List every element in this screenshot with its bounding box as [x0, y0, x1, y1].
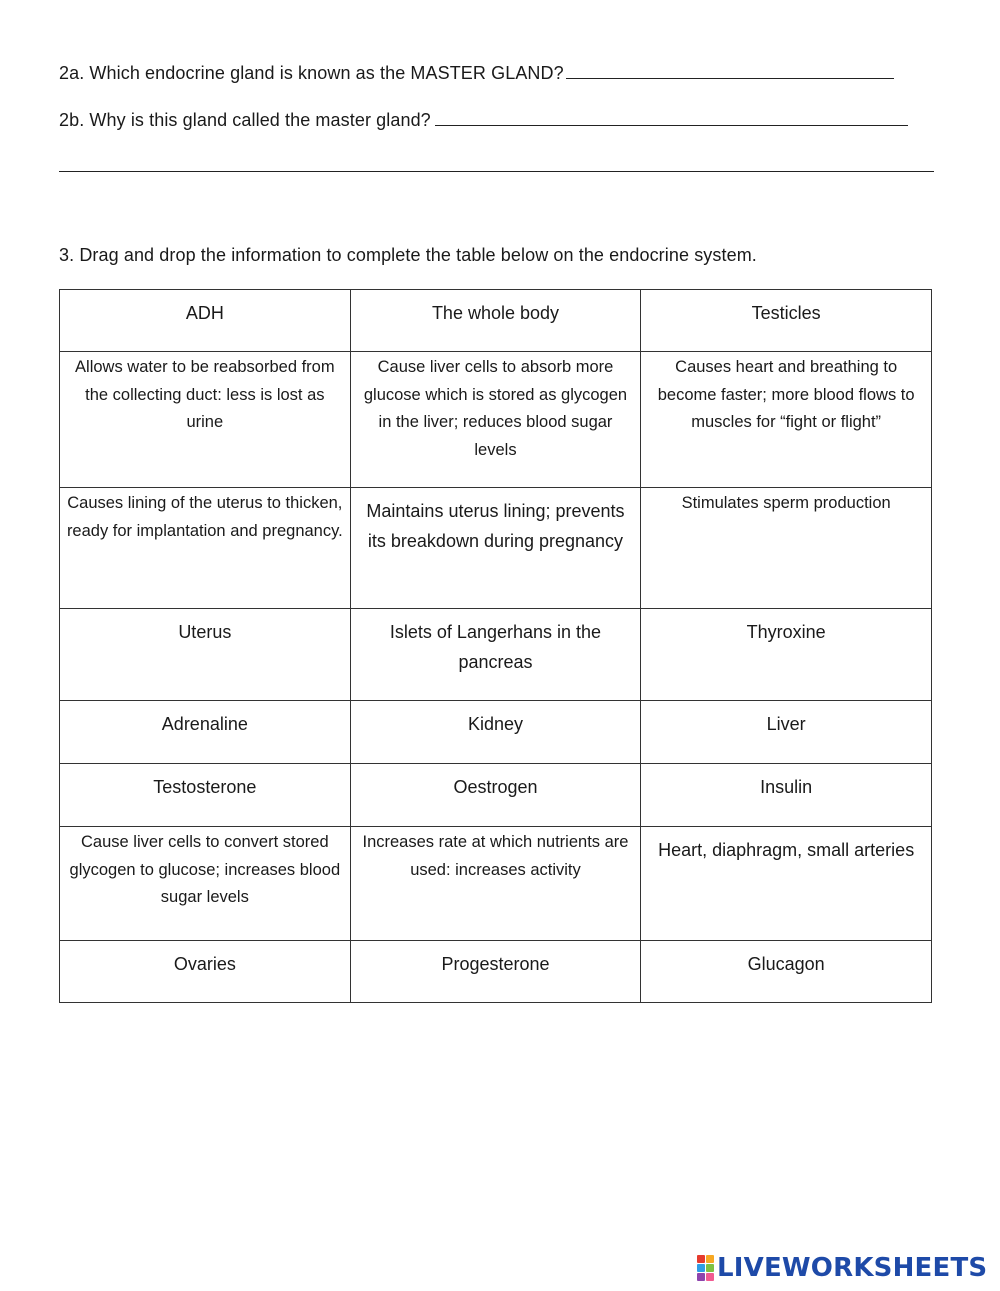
drag-card[interactable]: Maintains uterus lining; prevents its breakdown during pregnancy	[350, 488, 641, 609]
drag-card[interactable]: Uterus	[60, 609, 351, 701]
table-row	[60, 352, 932, 488]
logo-block	[697, 1273, 705, 1281]
question-3: 3. Drag and drop the information to complete the table below on the endocrine system.	[59, 245, 757, 265]
table-row	[60, 827, 932, 941]
drag-card[interactable]: Cause liver cells to absorb more glucose which is stored as glycogen in the liver; reduces blood sugar levels	[350, 352, 641, 488]
logo-block	[706, 1255, 714, 1263]
logo-block	[697, 1255, 705, 1263]
drag-card[interactable]: Increases rate at which nutrients are used: increases activity	[350, 827, 641, 941]
question-2a-text: 2a. Which endocrine gland is known as the MASTER GLAND?	[59, 63, 564, 83]
drag-card[interactable]: Causes lining of the uterus to thicken, ready for implantation and pregnancy.	[60, 488, 351, 609]
drag-card[interactable]: Islets of Langerhans in the pancreas	[350, 609, 641, 701]
liveworksheets-logo	[697, 1253, 987, 1283]
table-row	[60, 609, 932, 701]
logo-text: LIVEWORKSHEETS	[717, 1253, 988, 1283]
drag-card[interactable]: Oestrogen	[350, 764, 641, 827]
answer-blank-2a[interactable]	[566, 61, 894, 79]
drag-card[interactable]: ADH	[60, 290, 351, 352]
drag-card[interactable]: Adrenaline	[60, 701, 351, 764]
drag-card[interactable]: Glucagon	[641, 941, 932, 1003]
answer-blank-2b[interactable]	[435, 108, 908, 126]
drag-card[interactable]: Stimulates sperm production	[641, 488, 932, 609]
drag-card[interactable]: Cause liver cells to convert stored glycogen to glucose; increases blood sugar levels	[60, 827, 351, 941]
drag-card[interactable]: Liver	[641, 701, 932, 764]
answer-blank-2b-continued[interactable]	[59, 171, 934, 172]
drag-card[interactable]: Testicles	[641, 290, 932, 352]
table-row	[60, 701, 932, 764]
drag-card[interactable]: Kidney	[350, 701, 641, 764]
logo-block	[706, 1264, 714, 1272]
drag-card[interactable]: Progesterone	[350, 941, 641, 1003]
drag-card[interactable]: Insulin	[641, 764, 932, 827]
endocrine-drag-table	[59, 289, 932, 1003]
question-2a	[59, 61, 894, 84]
logo-blocks-icon	[697, 1255, 714, 1281]
drag-card[interactable]: Causes heart and breathing to become faster; more blood flows to muscles for “fight or flight”	[641, 352, 932, 488]
table-row	[60, 290, 932, 352]
table-row	[60, 488, 932, 609]
table-row	[60, 764, 932, 827]
question-2b	[59, 108, 908, 131]
question-2b-text: 2b. Why is this gland called the master gland?	[59, 110, 431, 130]
logo-block	[697, 1264, 705, 1272]
drag-card[interactable]: Heart, diaphragm, small arteries	[641, 827, 932, 941]
drag-card[interactable]: Thyroxine	[641, 609, 932, 701]
logo-block	[706, 1273, 714, 1281]
drag-card[interactable]: The whole body	[350, 290, 641, 352]
drag-card[interactable]: Ovaries	[60, 941, 351, 1003]
drag-card[interactable]: Allows water to be reabsorbed from the collecting duct: less is lost as urine	[60, 352, 351, 488]
table-row	[60, 941, 932, 1003]
drag-card[interactable]: Testosterone	[60, 764, 351, 827]
